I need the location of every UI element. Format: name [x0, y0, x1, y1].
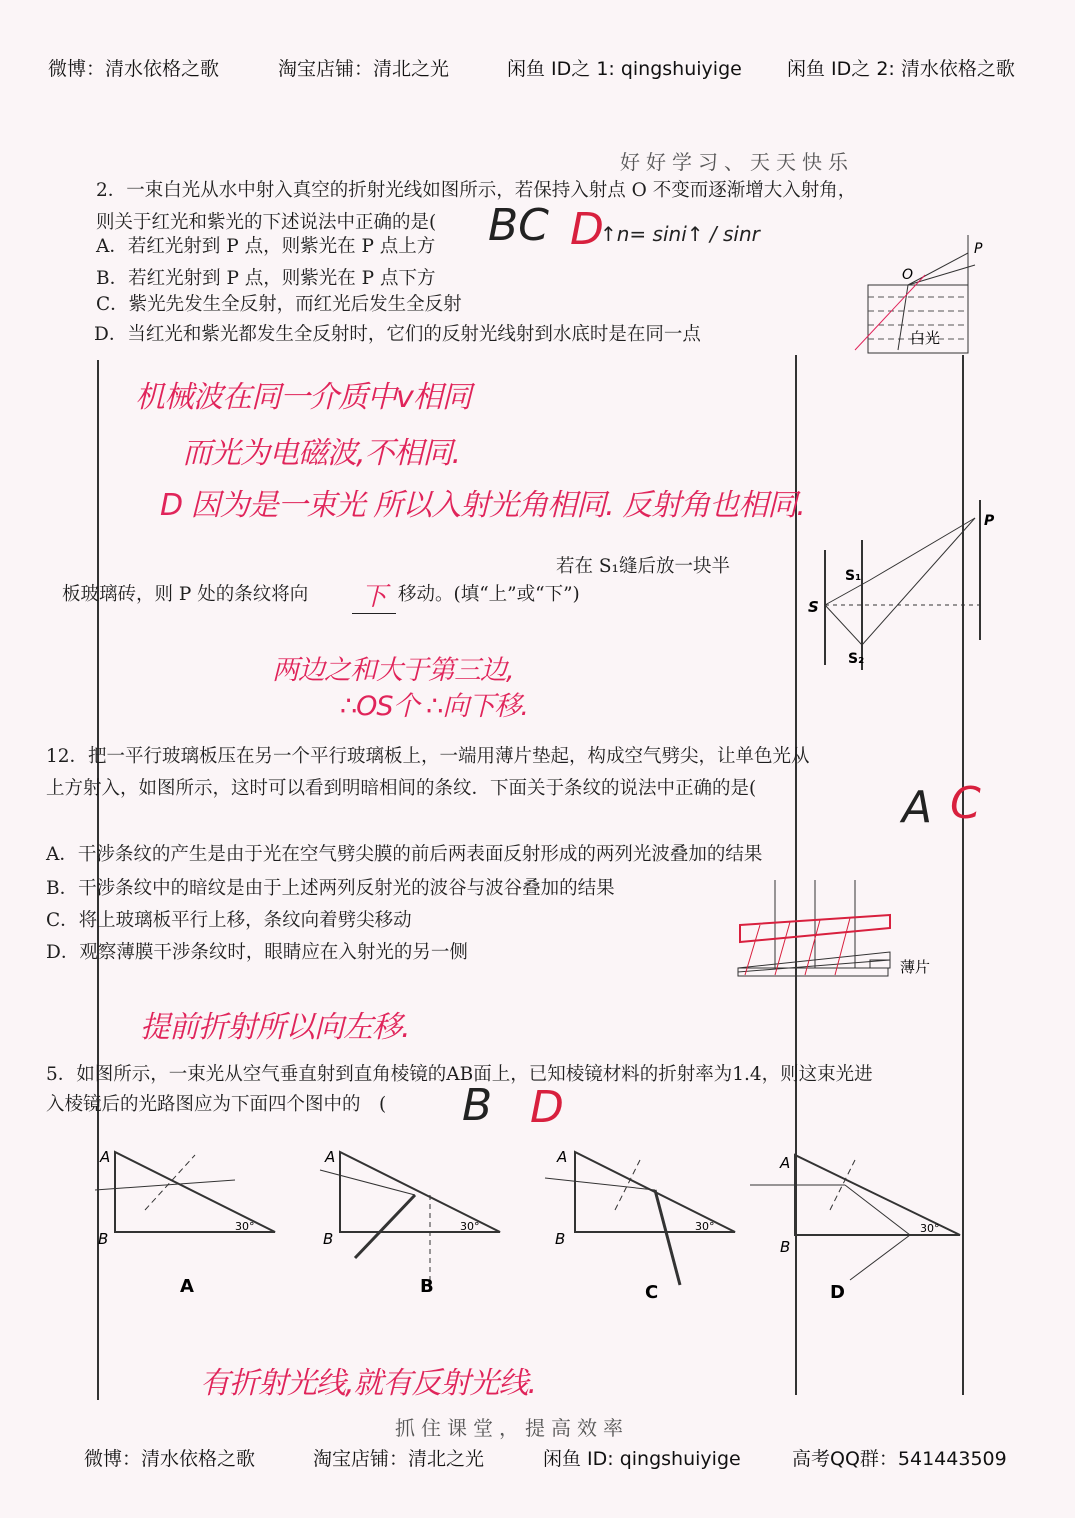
hand-note: 而光为电磁波,不相同.: [182, 436, 461, 471]
svg-text:B: B: [98, 1230, 109, 1248]
svg-text:A: A: [180, 1276, 194, 1297]
prism-hand-answer-red: D: [530, 1082, 564, 1133]
q2-refraction-figure: [850, 235, 990, 355]
air-wedge-label: 薄片: [900, 958, 931, 976]
svg-text:S: S: [808, 598, 819, 616]
svg-text:S₂: S₂: [848, 651, 865, 667]
hand-note: 提前折射所以向左移.: [140, 1010, 410, 1045]
q12-stem-2: 上方射入，如图所示，这时可以看到明暗相间的条纹．下面关于条纹的说法中正确的是(: [46, 778, 757, 799]
hand-note: ∴OS个 ∴向下移.: [340, 691, 528, 722]
header-weibo: 微博：清水依格之歌: [48, 58, 220, 80]
svg-text:B: B: [323, 1230, 334, 1248]
header-xianyu2: 闲鱼 ID之 2: 清水依格之歌: [787, 58, 1015, 80]
prism-figure-a: [95, 1140, 285, 1300]
q2-fig-p: P: [974, 241, 983, 257]
q2-fig-o: O: [902, 267, 914, 283]
svg-text:A: A: [100, 1148, 111, 1166]
svg-text:30°: 30°: [235, 1220, 255, 1233]
q2-hand-answer-red: D: [570, 204, 604, 255]
svg-text:30°: 30°: [460, 1220, 480, 1233]
q2-option-c: C．紫光先发生全反射，而红光后发生全反射: [96, 294, 462, 315]
q12-option-c: C．将上玻璃板平行上移，条纹向着劈尖移动: [46, 910, 412, 931]
svg-text:A: A: [780, 1154, 791, 1172]
top-motto: 好好学习、天天快乐: [620, 150, 854, 174]
header-xianyu1: 闲鱼 ID之 1: qingshuiyige: [507, 58, 742, 80]
prism-stem-1: 5．如图所示，一束光从空气垂直射到直角棱镜的AB面上，已知棱镜材料的折射率为1.4，则这束光进: [46, 1064, 873, 1085]
svg-text:30°: 30°: [695, 1220, 715, 1233]
q12-hand-answer-red: C: [950, 778, 981, 829]
bottom-motto: 抓住课堂，提高效率: [395, 1416, 629, 1440]
hand-note: 机械波在同一介质中v相同: [135, 380, 471, 415]
q12-option-d: D．观察薄膜干涉条纹时，眼睛应在入射光的另一侧: [46, 942, 468, 963]
q12-option-b: B．干涉条纹中的暗纹是由于上述两列反射光的波谷与波谷叠加的结果: [46, 878, 615, 899]
hand-note: D 因为是一束光 所以入射光角相同. 反射角也相同.: [160, 488, 805, 523]
prism-figure-b: [320, 1140, 510, 1300]
slit-line-1: 若在 S₁缝后放一块半: [556, 556, 730, 577]
q2-stem-2: 则关于红光和紫光的下述说法中正确的是(: [96, 212, 437, 233]
prism-hand-answer: B: [462, 1080, 493, 1131]
svg-text:A: A: [557, 1148, 568, 1166]
q12-option-a: A．干涉条纹的产生是由于光在空气劈尖膜的前后两表面反射形成的两列光波叠加的结果: [46, 844, 763, 865]
svg-text:B: B: [420, 1276, 434, 1297]
q2-option-b: B．若红光射到 P 点，则紫光在 P 点下方: [96, 268, 436, 289]
svg-text:P: P: [984, 513, 995, 529]
q2-hand-answer: BC: [488, 200, 549, 251]
q12-hand-answer: A: [902, 782, 933, 833]
hand-note: 两边之和大于第三边,: [272, 655, 514, 686]
svg-text:A: A: [325, 1148, 336, 1166]
q2-option-d: D．当红光和紫光都发生全反射时，它们的反射光线射到水底时是在同一点: [94, 324, 701, 345]
prism-stem-2: 入棱镜后的光路图应为下面四个图中的 (: [46, 1094, 387, 1115]
q12-stem-1: 12．把一平行玻璃板压在另一个平行玻璃板上，一端用薄片垫起，构成空气劈尖，让单色光从: [46, 746, 810, 767]
slit-line-2a: 板玻璃砖，则 P 处的条纹将向: [62, 584, 309, 605]
q2-option-a: A．若红光射到 P 点，则紫光在 P 点上方: [96, 236, 436, 257]
svg-text:30°: 30°: [920, 1222, 940, 1235]
air-wedge-figure: [735, 880, 945, 980]
svg-text:C: C: [645, 1282, 659, 1303]
q2-hand-formula: ↑n= sini↑ / sinr: [600, 222, 760, 246]
header-taobao: 淘宝店铺：清北之光: [278, 58, 450, 80]
prism-figure-d: [750, 1140, 970, 1303]
double-slit-figure: [800, 500, 995, 675]
svg-text:S₁: S₁: [845, 568, 862, 584]
slit-line-2b: 移动。(填“上”或“下”): [398, 584, 580, 605]
prism-figure-c: [545, 1140, 745, 1303]
svg-text:B: B: [780, 1238, 791, 1256]
svg-text:B: B: [555, 1230, 566, 1248]
footer-qq: 高考QQ群：541443509: [792, 1448, 1007, 1470]
svg-text:D: D: [830, 1282, 845, 1303]
q2-stem-1: 2．一束白光从水中射入真空的折射光线如图所示，若保持入射点 O 不变而逐渐增大入射角，: [96, 180, 857, 201]
footer-xianyu: 闲鱼 ID: qingshuiyige: [543, 1448, 741, 1470]
q2-fig-white-light: 白光: [910, 329, 941, 347]
footer-weibo: 微博：清水依格之歌: [84, 1448, 256, 1470]
hand-note: 有折射光线,就有反射光线.: [200, 1366, 537, 1401]
slit-blank-answer: 下: [352, 576, 396, 614]
footer-taobao: 淘宝店铺：清北之光: [313, 1448, 485, 1470]
